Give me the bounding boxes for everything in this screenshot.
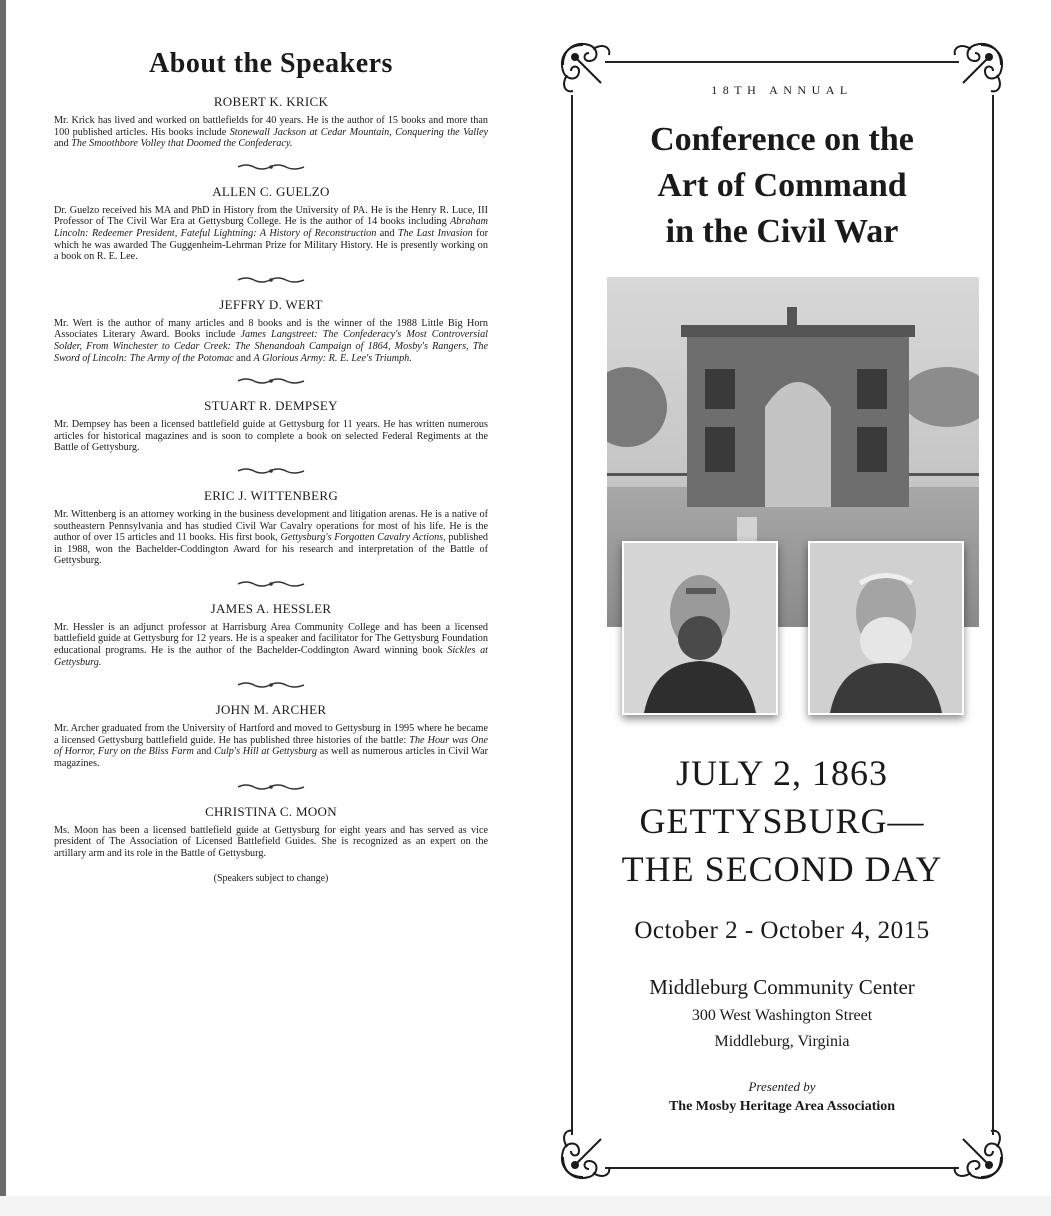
speaker-bio: Ms. Moon has been a licensed battlefield guide at Gettysburg for eight years and has served as vice president of The Association of Licensed Battlefield Guides. She is recognized as an expert on the artillary arm and its role in the Battle of Gettysburg. (54, 824, 488, 859)
speaker-entry (54, 702, 488, 769)
frame-top-line (605, 61, 959, 63)
portrait-confederate-general (808, 541, 964, 715)
venue-address-line-2: Middleburg, Virginia (714, 1033, 850, 1050)
page-title: About the Speakers (149, 48, 393, 79)
venue-name: Middleburg Community Center (649, 975, 915, 999)
speaker-entry (54, 488, 488, 567)
battle-date-line-2: GETTYSBURG— (639, 801, 925, 841)
speaker-bio: Mr. Krick has lived and worked on battlefields for 40 years. He is the author of 15 books and more than 100 published articles. His books include Stonewall Jackson at Cedar Mountain, Conquering the Valley and The Smoothbore Volley that Doomed the Confederacy. (54, 115, 488, 150)
ornament-divider (236, 467, 306, 475)
speakers-footnote: (Speakers subject to change) (213, 873, 329, 885)
speaker-name: CHRISTINA C. MOON (205, 803, 337, 819)
ornament-divider (236, 580, 306, 588)
speaker-entry (54, 601, 488, 668)
ornament-divider (236, 681, 306, 689)
speaker-name: STUART R. DEMPSEY (204, 398, 338, 414)
speaker-entry (54, 398, 488, 454)
venue-address-line-1: 300 West Washington Street (691, 1007, 873, 1024)
presenting-organization: The Mosby Heritage Area Association (668, 1099, 896, 1114)
speaker-entry (54, 297, 488, 364)
portrait-union-general (622, 541, 778, 715)
conference-title-line-1: Conference on the (650, 121, 914, 158)
speaker-name: ROBERT K. KRICK (213, 94, 329, 109)
speaker-bio: Mr. Dempsey has been a licensed battlefield guide at Gettysburg for 11 years. He has written numerous articles for historical magazines and is soon to complete a book on selected Federal Regiments at the Battle of Gettysburg. (54, 419, 488, 454)
conference-title-line-3: in the Civil War (665, 213, 899, 250)
ornament-divider (236, 163, 306, 171)
battle-date-line-1: JULY 2, 1863 (675, 753, 889, 793)
speaker-name: ERIC J. WITTENBERG (203, 487, 339, 503)
ornament-divider (236, 276, 306, 284)
battle-date-heading (565, 749, 999, 893)
speaker-bio: Dr. Guelzo received his MA and PhD in History from the University of PA. He is the Henry R. Luce, III Professor of The Civil War Era at Gettysburg College. He is the author of 14 books including Abraham Lincoln: Redeemer President, Fateful Lightning: A History of Reconstruction and The Last Invasion for which he was awarded The Guggenheim-Lehrman Prize for Military History. He is presently working on a book on R. E. Lee. (54, 204, 489, 263)
frame-bottom-line (605, 1167, 959, 1169)
brochure-cover (565, 55, 999, 1175)
speaker-name: JEFFRY D. WERT (219, 296, 323, 312)
speaker-bio: Mr. Wittenberg is an attorney working in the business development and litigation arenas. He is a native of southeastern Pennsylvania and has studied Civil War Cavalry operations for most of his life. He is the author of over 15 articles and 11 books. His first book, Gettysburg's Forgotten Cavalry Actions, published in 1988, won the Bachelder-Coddington Award for his research and interpretation of the Battle of Gettysburg. (54, 508, 488, 567)
conference-dates: October 2 - October 4, 2015 (634, 917, 930, 944)
speaker-entry (54, 94, 488, 150)
speaker-name: JAMES A. HESSLER (210, 600, 332, 616)
battle-date-line-3: THE SECOND DAY (621, 849, 943, 889)
conference-title (565, 117, 999, 255)
speakers-column (54, 48, 488, 884)
page-bottom-strip (0, 1196, 1051, 1216)
corner-ornament-bottom-right (945, 1121, 1011, 1187)
speaker-entry (54, 804, 488, 860)
speaker-entry (54, 184, 488, 263)
speakers-list (54, 94, 488, 859)
speaker-name: ALLEN C. GUELZO (212, 183, 330, 199)
page-edge-bar (0, 0, 6, 1196)
speaker-bio: Mr. Archer graduated from the University of Hartford and moved to Gettysburg in 1995 where he became a licensed Gettysburg battlefield guide. He has published three histories of the battle: The Hour was One of Horror, Fury on the Bliss Farm and Culp's Hill at Gettysburg as well as numerous articles in Civil War magazines. (54, 723, 489, 770)
corner-ornament-bottom-left (553, 1121, 619, 1187)
ornament-divider (236, 377, 306, 385)
speaker-bio: Mr. Wert is the author of many articles and 8 books and is the winner of the 1988 Little Big Horn Associates Literary Award. Books include James Langstreet: The Confederacy's Most Controversial Solder, From Winchester to Cedar Creek: The Shenandoah Campaign of 1864, Mosby's Rangers, The Sword of Lincoln: The Army of the Potomac and A Glorious Army: R. E. Lee's Triumph. (54, 317, 488, 364)
edition-label: 18TH ANNUAL (711, 83, 853, 97)
speaker-bio: Mr. Hessler is an adjunct professor at Harrisburg Area Community College and has been a licensed battlefield guide at Gettysburg for 12 years. He is a speaker and facilitator for The Gettysburg Foundation educational programs. He is the author of the Bachelder-Coddington Award winning book Sickles at Gettysburg. (54, 621, 488, 668)
ornament-divider (236, 783, 306, 791)
presented-by-label: Presented by (748, 1079, 816, 1094)
conference-title-line-2: Art of Command (657, 167, 907, 204)
speaker-name: JOHN M. ARCHER (215, 702, 327, 718)
